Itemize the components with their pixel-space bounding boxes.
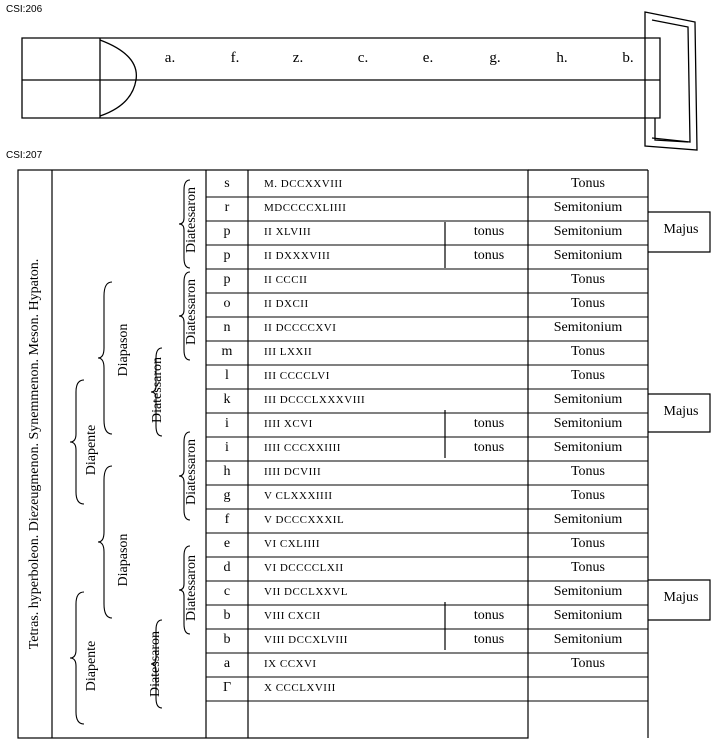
row-number: X CCCLXVIII: [264, 682, 336, 694]
monochord-letter: f.: [230, 50, 240, 66]
interval-label: Semitonium: [553, 224, 623, 239]
row-letter: p: [223, 224, 231, 239]
diatessaron-label: Diatessaron: [184, 186, 199, 254]
row-letter: i: [225, 440, 229, 455]
row-number: II XLVIII: [264, 226, 312, 238]
figure-label-207: CSI:207: [6, 150, 43, 161]
interval-label: Tonus: [570, 464, 606, 479]
row-letter: n: [223, 320, 231, 335]
row-number: IX CCXVI: [264, 658, 317, 670]
row-number: V CLXXXIIII: [264, 490, 333, 502]
monochord-letter: g.: [489, 50, 501, 66]
row-letter: o: [223, 296, 231, 311]
row-number: III CCCCLVI: [264, 370, 330, 382]
row-tonus: tonus: [473, 224, 505, 239]
interval-label: Tonus: [570, 272, 606, 287]
row-letter: l: [225, 368, 229, 383]
row-letter: e: [223, 536, 231, 551]
interval-label: Semitonium: [553, 320, 623, 335]
row-letter: b: [223, 632, 231, 647]
monochord-letter: h.: [556, 50, 568, 66]
interval-label: Semitonium: [553, 440, 623, 455]
interval-label: Tonus: [570, 656, 606, 671]
row-number: II DXXXVIII: [264, 250, 331, 262]
row-letter: c: [223, 584, 231, 599]
majus-label: Majus: [663, 404, 699, 419]
majus-label: Majus: [663, 222, 699, 237]
row-letter: f: [224, 512, 230, 527]
row-number: VI DCCCCLXII: [264, 562, 344, 574]
row-letter: m: [221, 344, 233, 359]
diatessaron-label: Diatessaron: [184, 438, 199, 506]
interval-label: Tonus: [570, 560, 606, 575]
row-letter: h: [223, 464, 231, 479]
interval-label: Semitonium: [553, 512, 623, 527]
row-tonus: tonus: [473, 632, 505, 647]
row-number: VIII DCCXLVIII: [264, 634, 348, 646]
interval-label: Semitonium: [553, 392, 623, 407]
interval-label: Semitonium: [553, 416, 623, 431]
row-number: M. DCCXXVIII: [264, 178, 343, 190]
interval-label: Semitonium: [553, 632, 623, 647]
figure-label-206: CSI:206: [6, 4, 43, 15]
row-tonus: tonus: [473, 248, 505, 263]
row-letter: a: [223, 656, 231, 671]
row-letter: k: [223, 392, 231, 407]
interval-label: Tonus: [570, 368, 606, 383]
row-number: MDCCCCXLIIII: [264, 202, 347, 214]
interval-label: Tonus: [570, 344, 606, 359]
diatessaron-label: Diatessaron: [184, 278, 199, 346]
row-number: II DXCII: [264, 298, 309, 310]
row-number: VII DCCLXXVL: [264, 586, 348, 598]
row-letter: b: [223, 608, 231, 623]
diapente-label: Diapente: [84, 640, 99, 692]
row-letter: p: [223, 248, 231, 263]
row-letter: Γ: [222, 680, 232, 695]
interval-label: Tonus: [570, 176, 606, 191]
row-letter: g: [223, 488, 231, 503]
row-letter: s: [224, 176, 230, 191]
row-letter: i: [225, 416, 229, 431]
row-letter: d: [223, 560, 231, 575]
monochord-letter: e.: [422, 50, 434, 66]
interval-label: Semitonium: [553, 608, 623, 623]
row-number: II CCCII: [264, 274, 308, 286]
diatessaron-label: Diatessaron: [148, 630, 163, 698]
diapason-label: Diapason: [116, 533, 131, 587]
row-number: VI CXLIIII: [264, 538, 321, 550]
row-tonus: tonus: [473, 608, 505, 623]
tetrachord-names: Tetras. hyperboleon. Diezeugmenon. Synemmenon. Meson. Hypaton.: [27, 258, 42, 650]
interval-label: Semitonium: [553, 200, 623, 215]
interval-label: Semitonium: [553, 248, 623, 263]
row-number: III DCCCLXXXVIII: [264, 394, 366, 406]
diatessaron-label: Diatessaron: [184, 554, 199, 622]
row-tonus: tonus: [473, 440, 505, 455]
row-number: VIII CXCII: [264, 610, 321, 622]
row-number: II DCCCCXVI: [264, 322, 337, 334]
row-tonus: tonus: [473, 416, 505, 431]
row-number: IIII CCCXXIIII: [264, 442, 341, 454]
row-number: IIII DCVIII: [264, 466, 322, 478]
interval-label: Tonus: [570, 488, 606, 503]
row-number: IIII XCVI: [264, 418, 313, 430]
row-letter: r: [224, 200, 230, 215]
interval-label: Tonus: [570, 296, 606, 311]
row-letter: p: [223, 272, 231, 287]
diapente-label: Diapente: [84, 424, 99, 476]
monochord-letter: b.: [622, 50, 634, 66]
majus-label: Majus: [663, 590, 699, 605]
monochord-letter: z.: [292, 50, 304, 66]
monochord-letter: c.: [357, 50, 369, 66]
interval-label: Semitonium: [553, 584, 623, 599]
monochord-letter: a.: [164, 50, 176, 66]
interval-label: Tonus: [570, 536, 606, 551]
row-number: III LXXII: [264, 346, 313, 358]
diapason-label: Diapason: [116, 323, 131, 377]
diatessaron-label: Diatessaron: [150, 356, 165, 424]
row-number: V DCCCXXXIL: [264, 514, 345, 526]
